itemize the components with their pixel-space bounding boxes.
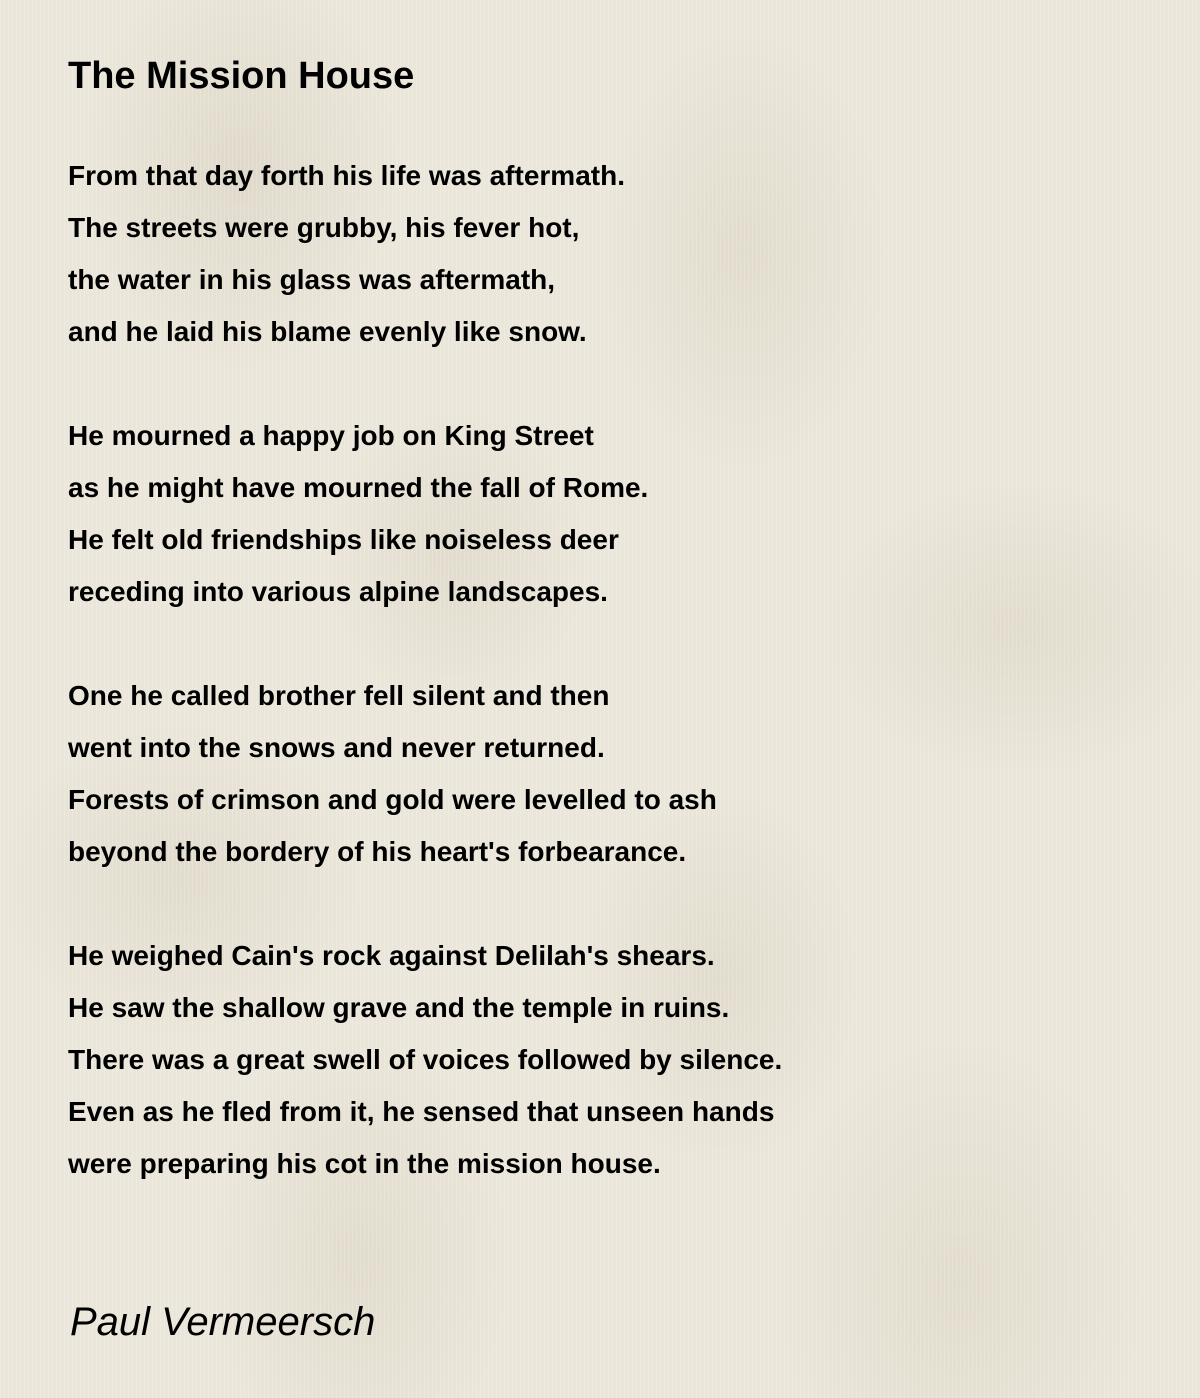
stanza-2 [68,410,1148,618]
poem-line: Even as he fled from it, he sensed that unseen hands [68,1096,775,1127]
poem-line: and he laid his blame evenly like snow. [68,316,587,347]
poem-line: He felt old friendships like noiseless deer [68,524,619,555]
poem-title: The Mission House [68,55,415,97]
poem-line: the water in his glass was aftermath, [68,264,556,295]
poem-line: Forests of crimson and gold were levelled to ash [68,784,717,815]
poem-line: beyond the bordery of his heart's forbearance. [68,836,687,867]
poem-line: as he might have mourned the fall of Rome. [68,472,649,503]
poem-line: went into the snows and never returned. [68,732,605,763]
poem-line: The streets were grubby, his fever hot, [68,212,580,243]
poem-line: One he called brother fell silent and then [68,680,610,711]
poem-line: receding into various alpine landscapes. [68,576,608,607]
poem-line: There was a great swell of voices followed by silence. [68,1044,783,1075]
poem-line: were preparing his cot in the mission house. [68,1148,661,1179]
stanza-1 [68,150,1148,358]
poem-line: He saw the shallow grave and the temple in ruins. [68,992,730,1023]
poem-body [68,150,1148,1242]
poem-line: He mourned a happy job on King Street [68,420,594,451]
poem-author: Paul Vermeersch [70,1300,376,1344]
stanza-3 [68,670,1148,878]
stanza-4 [68,930,1148,1190]
poem-line: From that day forth his life was aftermath. [68,160,625,191]
poem-line: He weighed Cain's rock against Delilah's shears. [68,940,715,971]
